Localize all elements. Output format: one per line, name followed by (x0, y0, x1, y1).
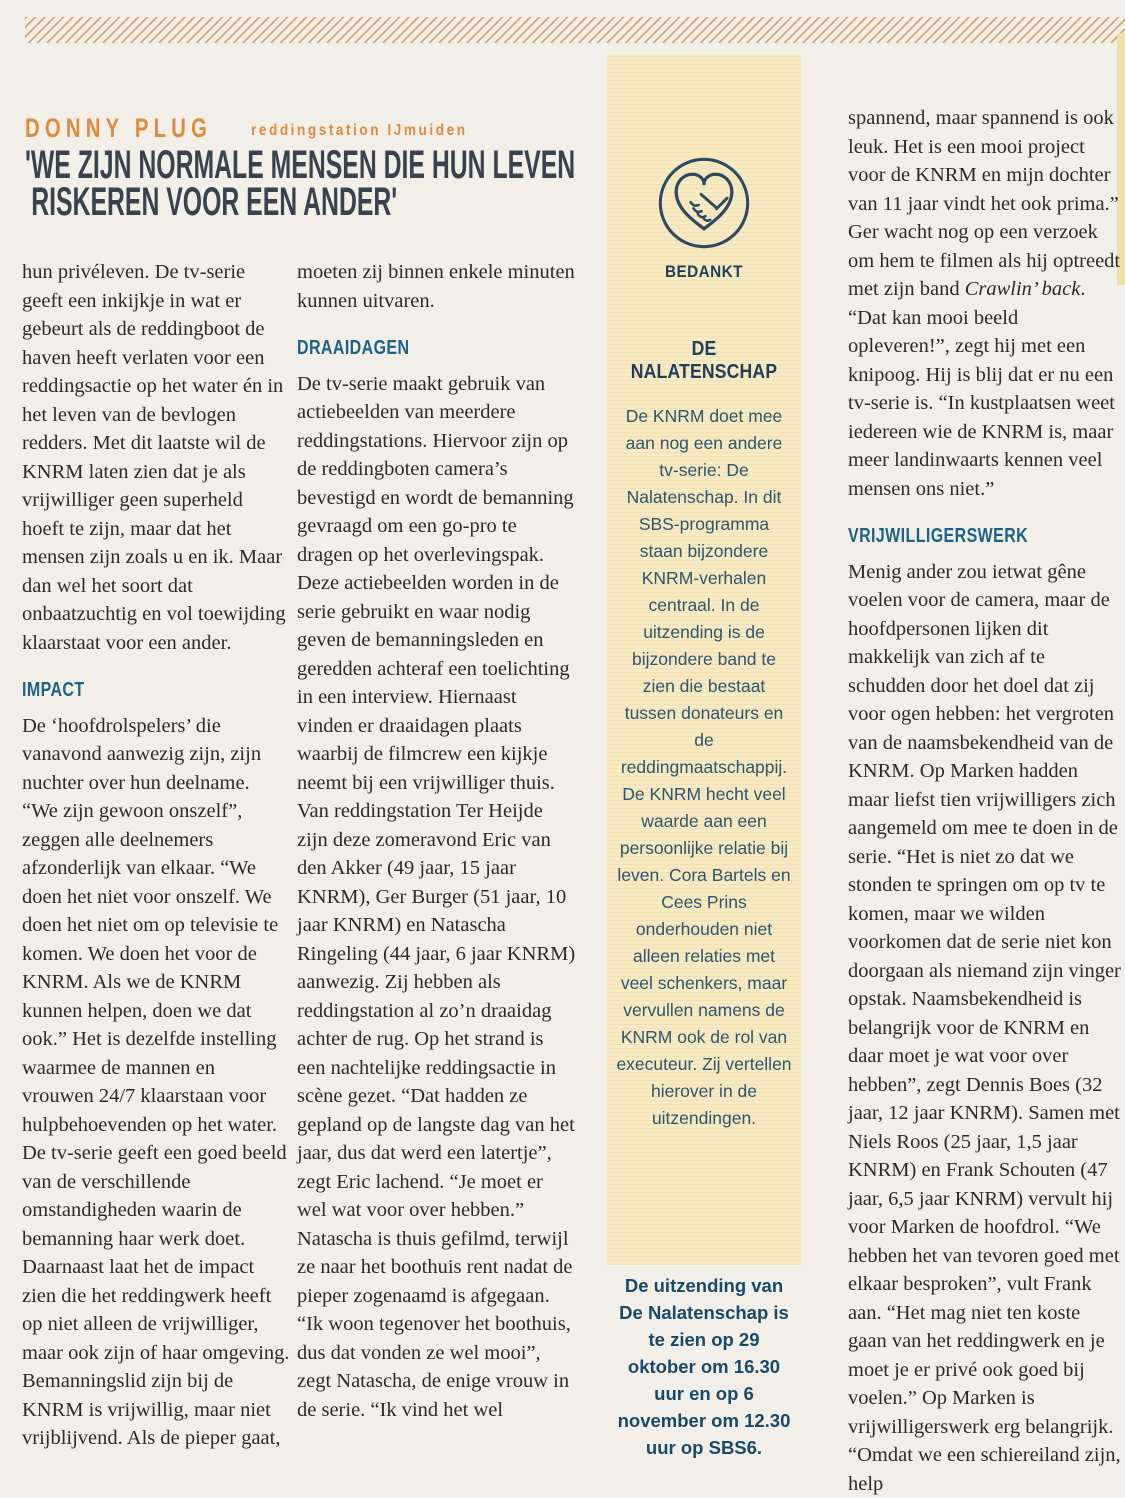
paragraph: spannend, maar spannend is ook leuk. Het is een mooi project voor de KNRM en mijn dochter van 11 jaar vindt het ook prima.” Ger wacht nog op een verzoek om hem te filmen als hij optreedt met zijn band Crawlin’ back. “Dat kan mooi beeld opleveren!”, zegt hij met een knipoog. Hij is blij dat er nu een tv-serie is. “In kustplaatsen weet iedereen wie de KNRM is, maar meer landinwaarts kennen veel mensen ons niet.” (848, 104, 1122, 503)
sidebar-panel (607, 55, 801, 1265)
body-column-1 (22, 258, 290, 1453)
kicker-author-name: DONNY PLUG (25, 113, 212, 144)
paragraph: Menig ander zou ietwat gêne voelen voor de camera, maar de hoofdpersonen lijken dit makkelijk van zich af te schudden door het doel dat zij voor ogen hebben: het vergroten van de naamsbekendheid van de KNRM. Op Marken hadden maar liefst tien vrijwilligers zich aangemeld om mee te doen in de serie. “Het is niet zo dat we stonden te springen om op tv te komen, maar we wilden voorkomen dat de serie niet kon doorgaan als niemand zijn vinger opstak. Naamsbekendheid is belangrijk voor de KNRM en daar moet je wat voor over hebben”, zegt Dennis Boes (32 jaar, 12 jaar KNRM). Samen met Niels Roos (25 jaar, 1,5 jaar KNRM) en Frank Schouten (47 jaar, 6,5 jaar KNRM) vervult hij voor Marken de hoofdrol. “We hebben het van tevoren goed met elkaar besproken”, vult Frank aan. “Het mag niet ten koste gaan van het reddingwerk en je moet je er privé ook goed bij voelen.” Op Marken is vrijwilligerswerk erg belangrijk. “Omdat we een schiereiland zijn, help (848, 558, 1122, 1498)
section-heading-draaidagen: DRAAIDAGEN (297, 334, 577, 363)
section-heading-vrijwilligerswerk: VRIJWILLIGERSWERK (848, 522, 1122, 551)
paragraph: De ‘hoofdrolspelers’ die vanavond aanwezig zijn, zijn nuchter over hun deelname. “We zijn gewoon onszelf”, zeggen alle deelnemers afzonderlijk van elkaar. “We doen het niet voor onszelf. We doen het niet om op televisie te komen. We doen het voor de KNRM. Als we de KNRM kunnen helpen, doen we dat ook.” Het is dezelfde instelling waarmee de mannen en vrouwen 24/7 klaarstaan voor hulpbehoevenden op het water. De tv-serie geeft een goed beeld van de verschillende omstandigheden waarin de bemanning haar werk doet. Daarnaast laat het de impact zien die het reddingwerk heeft op niet alleen de vrijwilliger, maar ook zijn of haar omgeving. Bemanningslid zijn bij de KNRM is vrijwillig, maar niet vrijblijvend. Als de pieper gaat, (22, 712, 290, 1453)
section-heading-impact: IMPACT (22, 676, 290, 705)
paragraph: hun privéleven. De tv-serie geeft een inkijkje in wat er gebeurt als de reddingboot de haven heeft verlaten voor een reddingsactie op het water én in het leven van de bevlogen redders. Met dit laatste wil de KNRM laten zien dat je als vrijwilliger geen superheld hoeft te zijn, maar dat het mensen zijn zoals u en ik. Maar dan wel het soort dat onbaatzuchtig en vol toewijding klaarstaat voor een ander. (22, 258, 290, 657)
sidebar-broadcast-info: De uitzending van De Nalatenschap is te zien op 29 oktober om 16.30 uur en op 6 november om 12.30 uur op SBS6. (607, 1272, 801, 1461)
bedankt-label: BEDANKT (617, 262, 792, 282)
article-title-line2: RISKEREN VOOR EEN ANDER' (25, 184, 575, 221)
article-title-line1: 'WE ZIJN NORMALE MENSEN DIE HUN LEVEN (25, 147, 575, 184)
body-column-2 (297, 258, 577, 1424)
top-hatch-border (25, 17, 1125, 43)
handshake-heart-icon (656, 155, 752, 251)
body-column-3 (848, 104, 1122, 1498)
article-kicker (25, 113, 506, 144)
paragraph: moeten zij binnen enkele minuten kunnen uitvaren. (297, 258, 577, 315)
band-name-italic: Crawlin’ back (965, 278, 1081, 300)
kicker-station-name: reddingstation IJmuiden (251, 122, 468, 140)
sidebar-heading: DE NALATENSCHAP (619, 338, 790, 384)
paragraph: De tv-serie maakt gebruik van actiebeelden van meerdere reddingstations. Hiervoor zijn op de reddingboten camera’s bevestigd en wordt de bemanning gevraagd om een go-pro te dragen op het overlevingspak. Deze actiebeelden worden in de serie gebruikt en waar nodig geven de bemanningsleden en geredden achteraf een toelichting in een interview. Hiernaast vinden er draaidagen plaats waarbij de filmcrew een kijkje neemt bij een vrijwilliger thuis. Van reddingstation Ter Heijde zijn deze zomeravond Eric van den Akker (49 jaar, 15 jaar KNRM), Ger Burger (51 jaar, 10 jaar KNRM) en Natascha Ringeling (44 jaar, 6 jaar KNRM) aanwezig. Zij hebben als reddingstation al zo’n draaidag achter de rug. Op het strand is een nachtelijke reddingsactie in scène gezet. “Dat hadden ze gepland op de langste dag van het jaar, dus dat werd een latertje”, zegt Eric lachend. “Je moet er wel wat voor over hebben.” Natascha is thuis gefilmd, terwijl ze naar het boothuis rent nadat de pieper zogenaamd is afgegaan. “Ik woon tegenover het boothuis, dus dat vonden ze wel mooi”, zegt Natascha, de enige vrouw in de serie. “Ik vind het wel (297, 370, 577, 1425)
sidebar-body-text: De KNRM doet mee aan nog een andere tv-serie: De Nalatenschap. In dit SBS-programma staan bijzondere KNRM-verhalen centraal. In de uitzending is de bijzondere band te zien die bestaat tussen donateurs en de reddingmaatschappij. De KNRM hecht veel waarde aan een persoonlijke relatie bij leven. Cora Bartels en Cees Prins onderhouden niet alleen relaties met veel schenkers, maar vervullen namens de KNRM ook de rol van executeur. Zij vertellen hierover in de uitzendingen. (607, 403, 801, 1132)
